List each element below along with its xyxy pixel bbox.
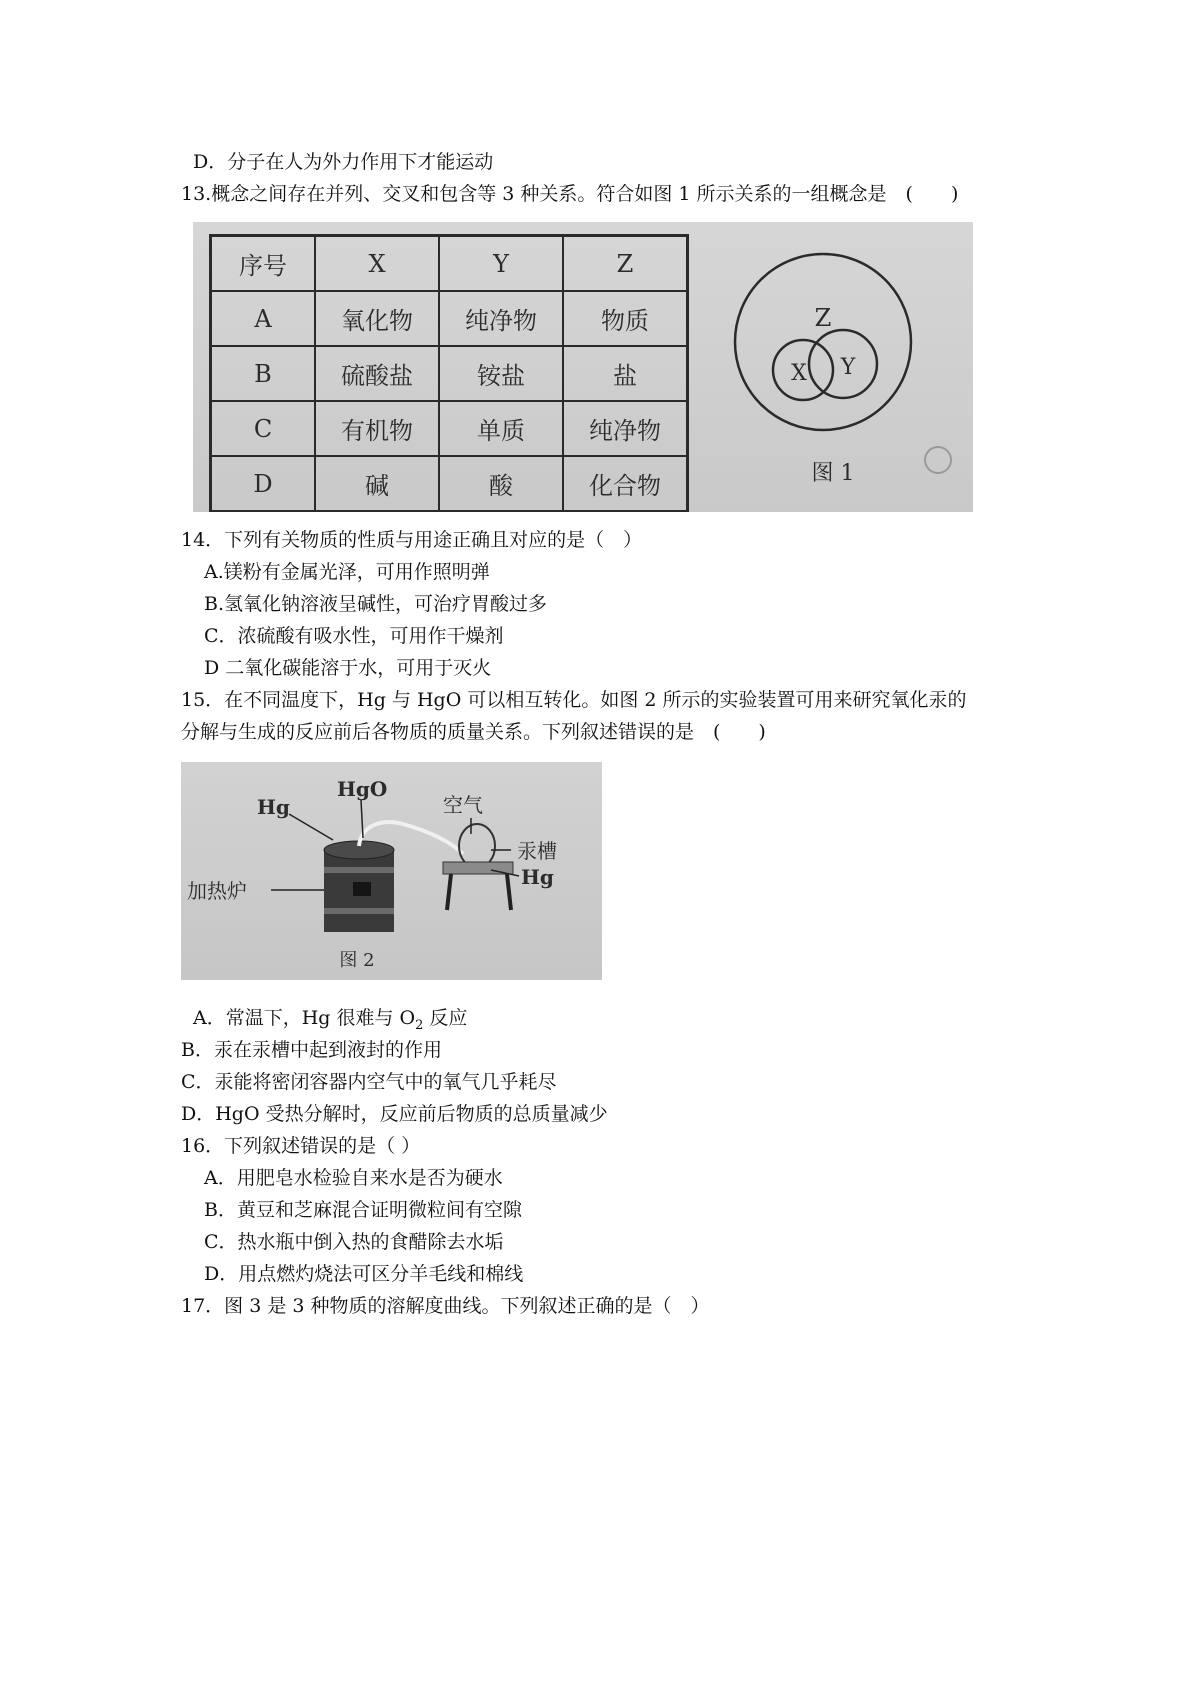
q15-option-a: [193, 1006, 467, 1038]
q15-stem-line1: 15．在不同温度下，Hg 与 HgO 可以相互转化。如图 2 所示的实验装置可用来研究氧化汞的: [181, 689, 967, 711]
label-furnace: 加热炉: [187, 879, 247, 903]
venn-label-z: Z: [814, 304, 832, 332]
q16-option-a: A．用肥皂水检验自来水是否为硬水: [204, 1167, 503, 1189]
q17-stem: 17．图 3 是 3 种物质的溶解度曲线。下列叙述正确的是（ ）: [181, 1295, 710, 1317]
q16-option-b: B．黄豆和芝麻混合证明微粒间有空隙: [204, 1199, 522, 1221]
figure-1: [193, 222, 973, 512]
q13-stem: 13.概念之间存在并列、交叉和包含等 3 种关系。符合如图 1 所示关系的一组概念是 ( ): [181, 183, 959, 205]
venn-label-y: Y: [840, 355, 856, 380]
table-cell: 单质: [439, 401, 563, 456]
figure-1-caption: 图 1: [811, 461, 855, 486]
table-row: [211, 401, 688, 456]
q16-option-c: C．热水瓶中倒入热的食醋除去水垢: [204, 1231, 504, 1253]
table-row: [211, 291, 688, 346]
label-hgo: HgO: [337, 777, 388, 801]
table-cell: 序号: [211, 236, 316, 292]
table-cell: 碱: [315, 456, 439, 512]
figure-2-apparatus: [181, 762, 602, 980]
label-hg-trough: Hg: [521, 865, 554, 889]
q14-stem: 14．下列有关物质的性质与用途正确且对应的是（ ）: [181, 529, 643, 551]
table-header-row: [211, 236, 688, 292]
venn-circle-z: [735, 254, 911, 430]
figure-2-caption: 图 2: [339, 950, 375, 971]
table-cell: 氧化物: [315, 291, 439, 346]
table-cell: 化合物: [563, 456, 688, 512]
q16-stem: 16．下列叙述错误的是（ ）: [181, 1135, 421, 1157]
leader-line: [361, 800, 363, 838]
q15-stem-line2: 分解与生成的反应前后各物质的质量关系。下列叙述错误的是 ( ): [181, 721, 766, 743]
furnace-band: [324, 908, 394, 914]
leader-line: [289, 814, 333, 840]
q15-option-a-subscript: 2: [415, 1017, 424, 1033]
venn-diagram: [733, 222, 973, 512]
table-row: [211, 456, 688, 512]
q14-option-c: C．浓硫酸有吸水性，可用作干燥剂: [204, 625, 504, 647]
table-cell: 物质: [563, 291, 688, 346]
figure-1-table: [209, 234, 689, 512]
table-cell: A: [211, 291, 316, 346]
q15-option-d: D．HgO 受热分解时，反应前后物质的总质量减少: [181, 1103, 608, 1125]
table-cell: 硫酸盐: [315, 346, 439, 401]
q12-option-d: D．分子在人为外力作用下才能运动: [193, 151, 494, 173]
q15-option-c: C．汞能将密闭容器内空气中的氧气几乎耗尽: [181, 1071, 557, 1093]
table-cell: Z: [563, 236, 688, 292]
q15-option-b: B．汞在汞槽中起到液封的作用: [181, 1039, 442, 1061]
table-cell: 纯净物: [439, 291, 563, 346]
stand-leg: [507, 874, 511, 910]
label-trough: 汞槽: [517, 839, 557, 863]
watermark-icon: [925, 447, 951, 473]
q15-option-a-text: A．常温下，Hg 很难与 O: [193, 1007, 416, 1029]
q15-option-a-tail: 反应: [423, 1007, 468, 1029]
q14-option-d: D 二氧化碳能溶于水，可用于灭火: [204, 657, 492, 679]
figure-2: [181, 762, 602, 980]
label-hg: Hg: [257, 795, 290, 819]
furnace-band: [324, 867, 394, 873]
table-cell: X: [315, 236, 439, 292]
table-cell: 铵盐: [439, 346, 563, 401]
stand-leg: [447, 874, 451, 910]
table-cell: 盐: [563, 346, 688, 401]
table-cell: 酸: [439, 456, 563, 512]
bell-jar: [459, 824, 495, 868]
q14-option-b: B.氢氧化钠溶液呈碱性，可治疗胃酸过多: [204, 593, 548, 615]
furnace-window: [353, 882, 371, 896]
table-cell: D: [211, 456, 316, 512]
table-cell: C: [211, 401, 316, 456]
label-air: 空气: [443, 793, 483, 817]
venn-label-x: X: [791, 361, 807, 386]
table-row: [211, 346, 688, 401]
table-cell: 有机物: [315, 401, 439, 456]
q14-option-a: A.镁粉有金属光泽，可用作照明弹: [204, 561, 490, 583]
table-cell: 纯净物: [563, 401, 688, 456]
table-cell: B: [211, 346, 316, 401]
table-cell: Y: [439, 236, 563, 292]
q16-option-d: D．用点燃灼烧法可区分羊毛线和棉线: [204, 1263, 524, 1285]
